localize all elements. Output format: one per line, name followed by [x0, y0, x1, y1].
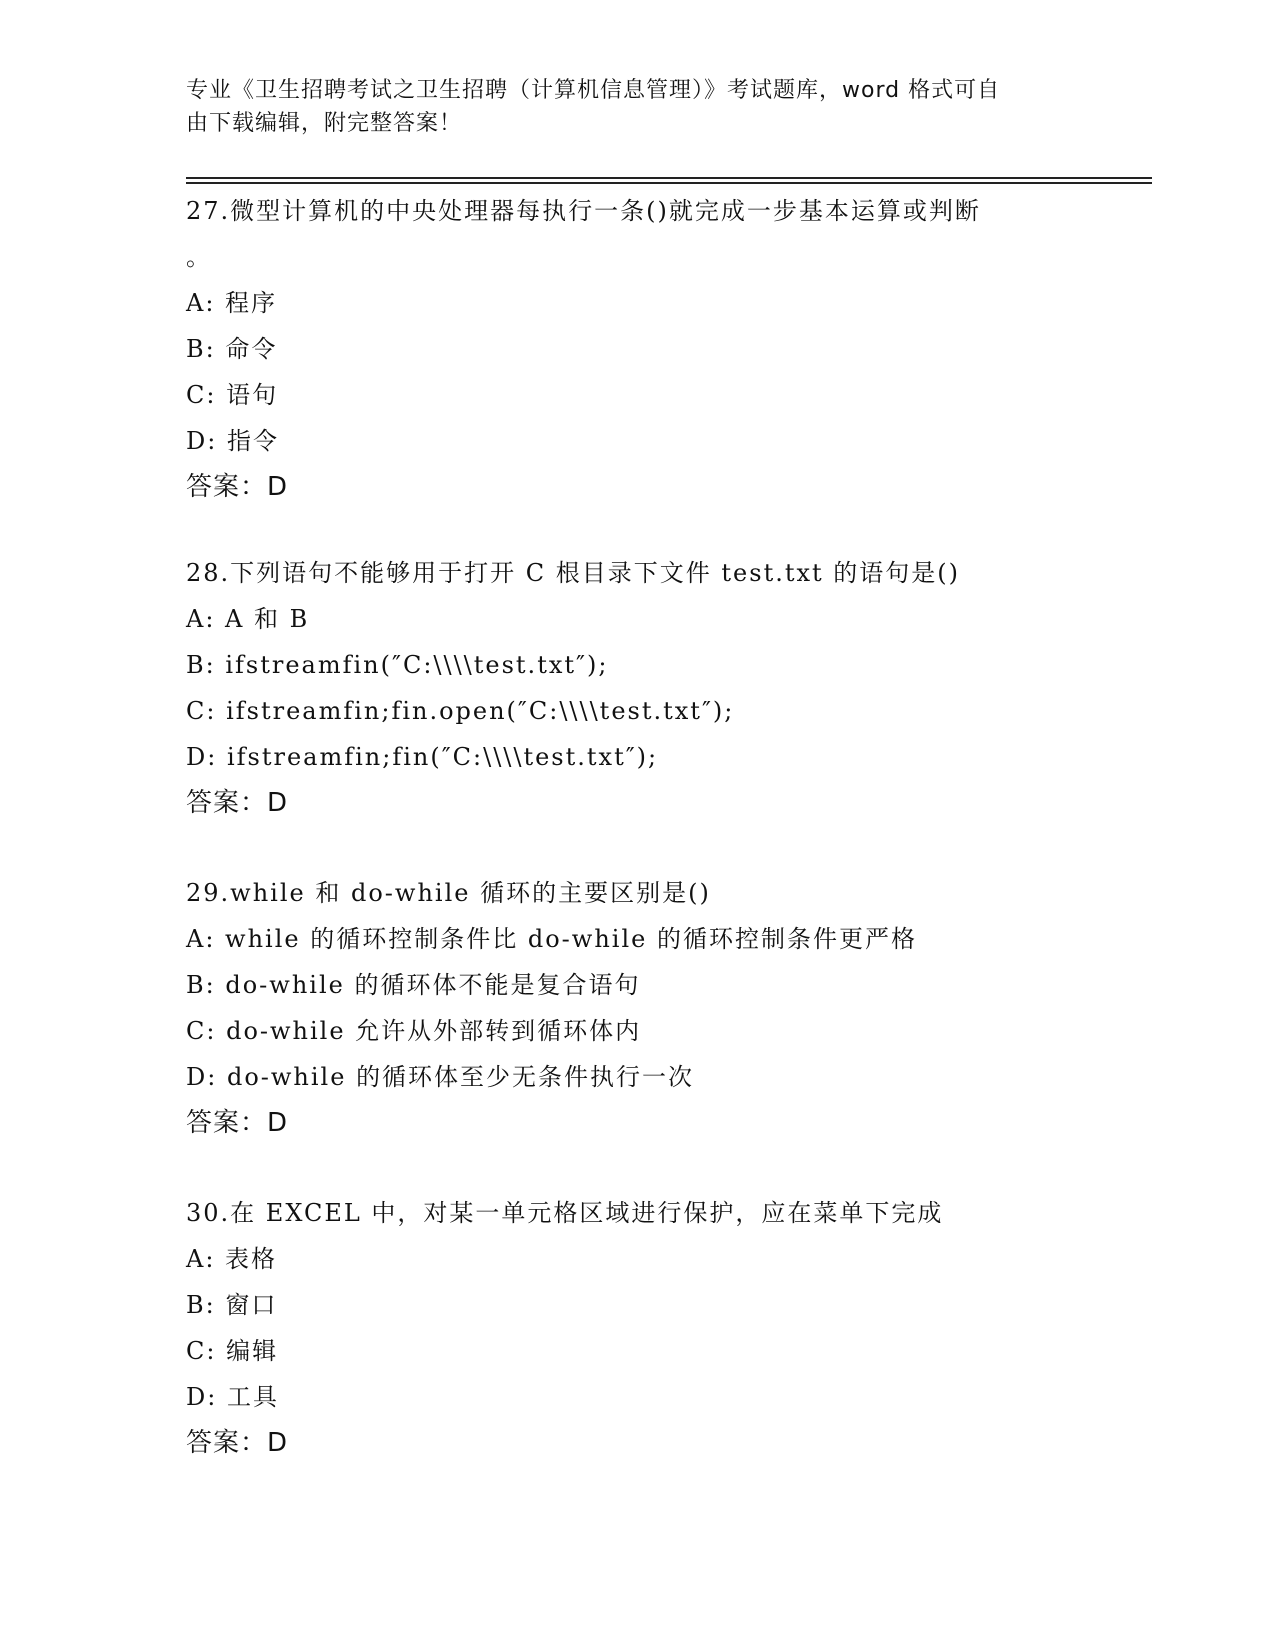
answer-label: 答案：D — [186, 1108, 289, 1138]
option-a: A: 表格 — [186, 1245, 278, 1273]
option-c: C: do-while 允许从外部转到循环体内 — [186, 1017, 642, 1045]
question-stem: 30.在 EXCEL 中，对某一单元格区域进行保护，应在菜单下完成 — [186, 1199, 944, 1227]
option-b: B: 命令 — [186, 335, 278, 363]
question-28 — [186, 550, 1086, 826]
option-d: D: ifstreamfin;fin(″C:\\\\test.txt″); — [186, 743, 659, 771]
answer-label: 答案：D — [186, 788, 289, 818]
header-divider-top — [186, 177, 1152, 179]
header-line-1: 专业《卫生招聘考试之卫生招聘（计算机信息管理）》考试题库，word 格式可自 — [186, 78, 1001, 103]
answer-label: 答案：D — [186, 1428, 289, 1458]
question-stem: 27.微型计算机的中央处理器每执行一条()就完成一步基本运算或判断 — [186, 197, 981, 225]
option-c: C: ifstreamfin;fin.open(″C:\\\\test.txt″); — [186, 697, 735, 725]
question-27 — [186, 188, 1086, 510]
option-a: A: A 和 B — [186, 605, 310, 633]
question-stem: 29.while 和 do-while 循环的主要区别是() — [186, 879, 711, 907]
question-30 — [186, 1190, 1086, 1466]
option-d: D: do-while 的循环体至少无条件执行一次 — [186, 1063, 695, 1091]
option-b: B: 窗口 — [186, 1291, 278, 1319]
header-line-2: 由下载编辑，附完整答案！ — [186, 111, 463, 136]
option-d: D: 指令 — [186, 427, 279, 455]
document-header — [186, 74, 1066, 140]
option-b: B: ifstreamfin(″C:\\\\test.txt″); — [186, 651, 609, 679]
option-c: C: 语句 — [186, 381, 279, 409]
option-b: B: do-while 的循环体不能是复合语句 — [186, 971, 641, 999]
header-divider-bottom — [186, 182, 1152, 184]
answer-label: 答案：D — [186, 472, 289, 502]
option-a: A: 程序 — [186, 289, 278, 317]
option-a: A: while 的循环控制条件比 do-while 的循环控制条件更严格 — [186, 925, 917, 953]
question-stem-continuation: 。 — [186, 243, 212, 271]
question-29 — [186, 870, 1086, 1146]
option-c: C: 编辑 — [186, 1337, 279, 1365]
option-d: D: 工具 — [186, 1383, 279, 1411]
question-stem: 28.下列语句不能够用于打开 C 根目录下文件 test.txt 的语句是() — [186, 559, 961, 587]
